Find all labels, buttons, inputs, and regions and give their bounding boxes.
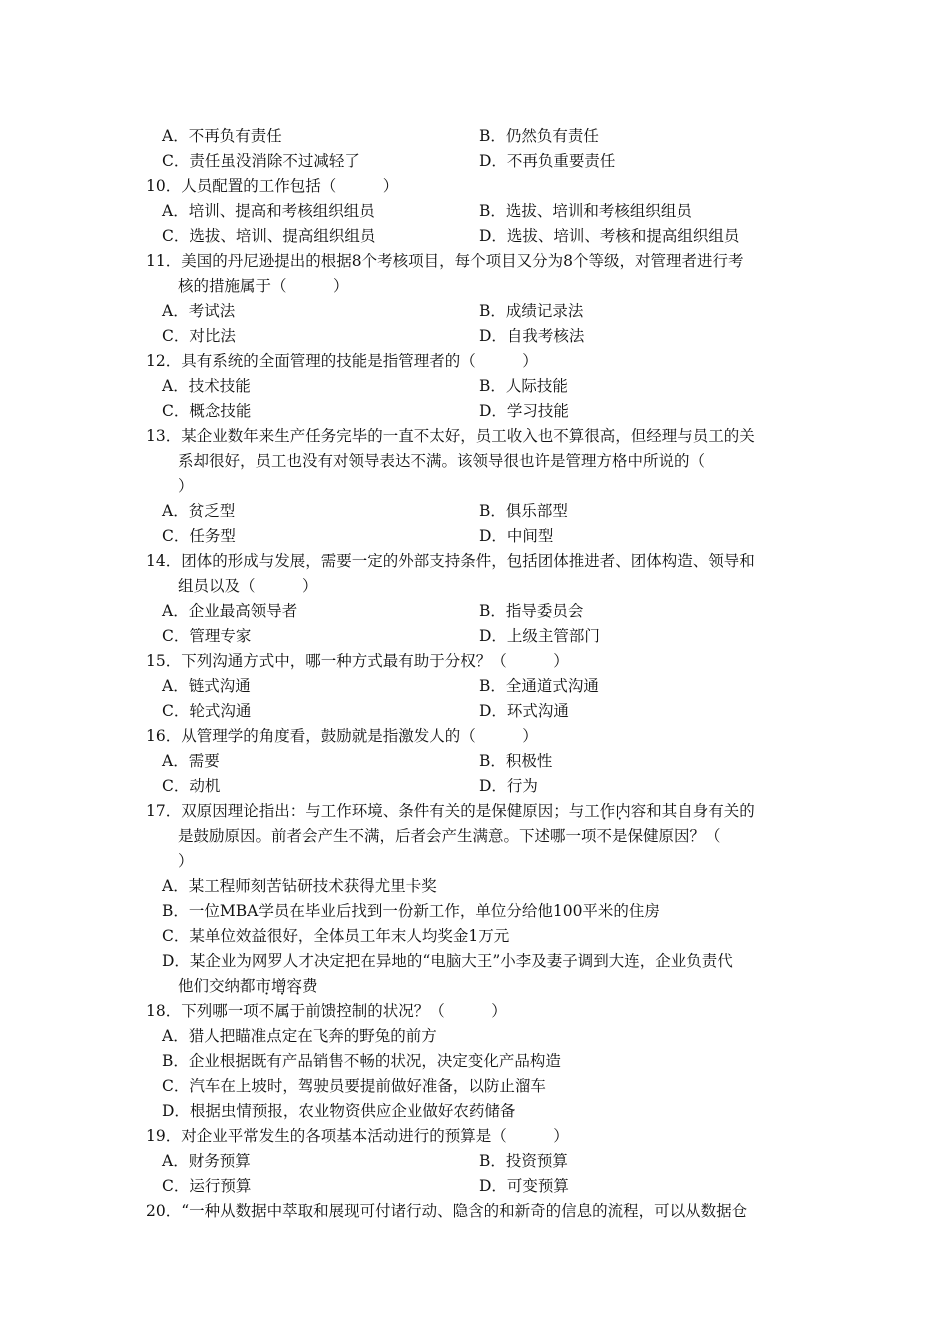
- option-c: C．汽车在上坡时，驾驶员要提前做好准备，以防止溜车: [162, 1077, 546, 1095]
- option-b: B．选拔、培训和考核组织组员: [479, 202, 692, 220]
- option-c: C．对比法: [162, 327, 236, 345]
- option-row: [146, 324, 810, 349]
- option-row: [146, 149, 810, 174]
- option-c: C．运行预算: [162, 1177, 252, 1195]
- option-row: [146, 774, 810, 799]
- question-14-stem: 14．团体的形成与发展，需要一定的外部支持条件，包括团体推进者、团体构造、领导和: [146, 552, 755, 570]
- question-20-stem: 20．“一种从数据中萃取和展现可付诸行动、隐含的和新奇的信息的流程，可以从数据仓: [146, 1202, 748, 1220]
- stem-text: 是鼓励原因。前者会产生不满，后者会产生满意。下述哪一项: [178, 827, 597, 845]
- option-b: B．人际技能: [479, 377, 568, 395]
- option-b: B．成绩记录法: [479, 302, 584, 320]
- option-d: D．选拔、培训、考核和提高组织组员: [479, 227, 740, 245]
- stem-text: 保健原因？（: [627, 827, 721, 845]
- emphasis-char: 是: [612, 827, 628, 845]
- emphasis-char: 属: [274, 1002, 290, 1020]
- option-row: [146, 499, 810, 524]
- option-d: D．可变预算: [479, 1177, 569, 1195]
- option-b: B．一位MBA学员在毕业后找到一份新工作，单位分给他100平米的住房: [162, 902, 660, 920]
- option-a: A．需要: [162, 752, 220, 770]
- option-b: B．积极性: [479, 752, 553, 770]
- option-a: A．财务预算: [162, 1152, 251, 1170]
- option-row: [146, 199, 810, 224]
- stem-text: 18．下列哪一项: [146, 1002, 259, 1020]
- option-d: D．上级主管部门: [479, 627, 600, 645]
- option-d: D．自我考核法: [479, 327, 585, 345]
- option-c: C．管理专家: [162, 627, 252, 645]
- question-13-stem-end: ）: [178, 477, 194, 495]
- option-a: A．企业最高领导者: [162, 602, 298, 620]
- option-b: B．全通道式沟通: [479, 677, 599, 695]
- option-c: C．动机: [162, 777, 221, 795]
- option-b: B．投资预算: [479, 1152, 568, 1170]
- question-10-stem: 10．人员配置的工作包括（ ）: [146, 177, 399, 195]
- option-a: A．链式沟通: [162, 677, 251, 695]
- question-12-stem: 12．具有系统的全面管理的技能是指管理者的（ ）: [146, 352, 538, 370]
- question-11-stem: 11．美国的丹尼逊提出的根据8个考核项目，每个项目又分为8个等级，对管理者进行考: [146, 252, 744, 270]
- option-b: B．仍然负有责任: [479, 127, 599, 145]
- option-d: D．中间型: [479, 527, 554, 545]
- option-a: A．考试法: [162, 302, 236, 320]
- option-c: C．责任虽没消除不过减轻了: [162, 152, 360, 170]
- option-row: [146, 399, 810, 424]
- question-15-stem: 15．下列沟通方式中，哪一种方式最有助于分权？（ ）: [146, 652, 569, 670]
- option-d: D．学习技能: [479, 402, 569, 420]
- option-a: A．某工程师刻苦钻研技术获得尤里卡奖: [162, 877, 437, 895]
- option-row: [146, 1149, 810, 1174]
- option-b: B．指导委员会: [479, 602, 584, 620]
- option-row: [146, 1174, 810, 1199]
- option-row: [146, 374, 810, 399]
- question-17-stem: 17．双原因理论指出：与工作环境、条件有关的是保健原因；与工作内容和其自身有关的: [146, 802, 755, 820]
- option-row: [146, 124, 810, 149]
- option-d-cont: 他们交纳都市增容费: [178, 977, 318, 995]
- option-row: [146, 624, 810, 649]
- stem-text: 前馈控制的状况？（ ）: [305, 1002, 507, 1020]
- question-19-stem: 19．对企业平常发生的各项基本活动进行的预算是（ ）: [146, 1127, 569, 1145]
- question-13-stem: 13．某企业数年来生产任务完毕的一直不太好，员工收入也不算很高，但经理与员工的关: [146, 427, 755, 445]
- question-17-stem-end: ）: [178, 852, 194, 870]
- option-a: A．不再负有责任: [162, 127, 282, 145]
- option-d: D．不再负重要责任: [479, 152, 616, 170]
- option-c: C．选拔、培训、提高组织组员: [162, 227, 376, 245]
- option-row: [146, 699, 810, 724]
- option-d: D．行为: [479, 777, 538, 795]
- question-list: [146, 124, 810, 1224]
- option-a: A．猎人把瞄准点定在飞奔的野兔的前方: [162, 1027, 437, 1045]
- option-a: A．技术技能: [162, 377, 251, 395]
- emphasis-char: 于: [289, 1002, 306, 1020]
- option-a: A．培训、提高和考核组织组员: [162, 202, 375, 220]
- option-row: [146, 599, 810, 624]
- option-a: A．贫乏型: [162, 502, 236, 520]
- option-c: C．某单位效益很好，全体员工年末人均奖金1万元: [162, 927, 510, 945]
- option-row: [146, 299, 810, 324]
- option-d: D．根据虫情预报，农业物资供应企业做好农药储备: [162, 1102, 516, 1120]
- question-11-stem-cont: 核的措施属于（ ）: [178, 277, 349, 295]
- option-c: C．概念技能: [162, 402, 252, 420]
- option-row: [146, 749, 810, 774]
- option-c: C．轮式沟通: [162, 702, 252, 720]
- option-d: D．环式沟通: [479, 702, 569, 720]
- option-row: [146, 674, 810, 699]
- option-c: C．任务型: [162, 527, 236, 545]
- question-14-stem-cont: 组员以及（ ）: [178, 577, 318, 595]
- question-17-stem-cont: [146, 824, 810, 849]
- option-row: [146, 524, 810, 549]
- question-13-stem-cont: 系却很好，员工也没有对领导表达不满。该领导很也许是管理方格中所说的（: [178, 452, 706, 470]
- option-b: B．企业根据既有产品销售不畅的状况，决定变化产品构造: [162, 1052, 561, 1070]
- emphasis-char: 不: [258, 1002, 275, 1020]
- option-b: B．俱乐部型: [479, 502, 568, 520]
- emphasis-char: 不: [596, 827, 613, 845]
- option-row: [146, 224, 810, 249]
- question-16-stem: 16．从管理学的角度看，鼓励就是指激发人的（ ）: [146, 727, 538, 745]
- option-d: D．某企业为网罗人才决定把在异地的“电脑大王”小李及妻子调到大连，企业负责代: [162, 952, 733, 970]
- question-18-stem: [146, 999, 810, 1024]
